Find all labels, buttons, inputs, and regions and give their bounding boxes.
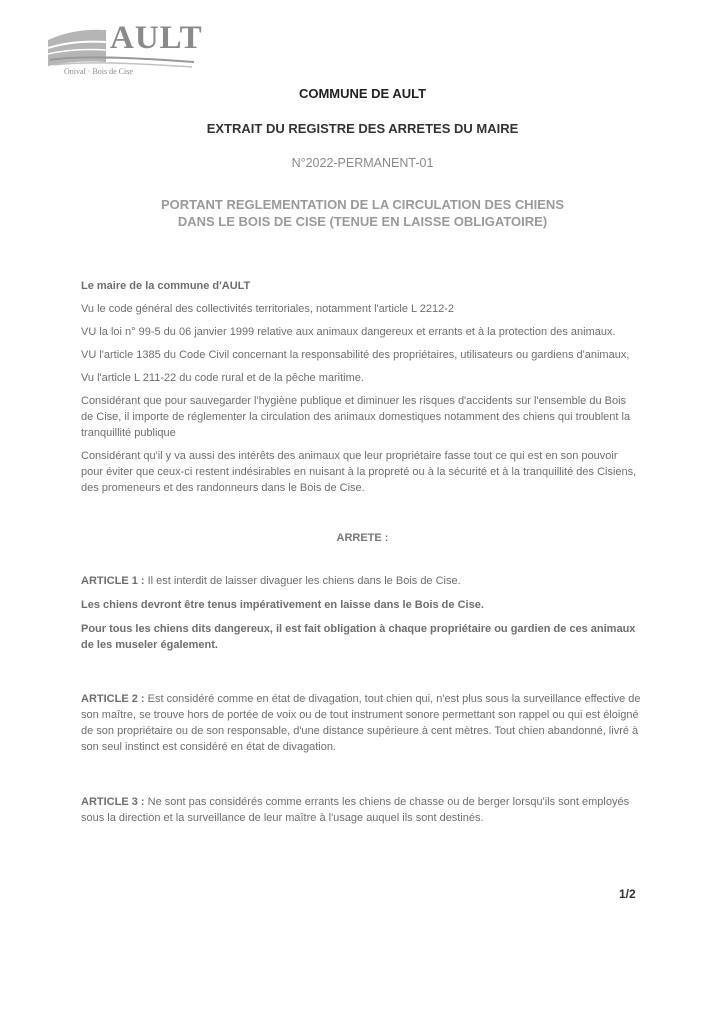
article-1 (81, 573, 641, 653)
ault-logo (44, 18, 204, 80)
article-2-body: Est considéré comme en état de divagation, tout chien qui, n'est plus sous la surveillance effective de son maître, se trouve hors de portée de voix ou de tout instrument sonore permettant son rappel ou qui est éloigné de son propriétaire ou de son responsable, d'une distance supérieure à cent mètres. Tout chien abandonné, livré à son seul instinct est considéré en état de divagation. (81, 693, 641, 753)
article-2-text (81, 691, 641, 755)
article-3-body: Ne sont pas considérés comme errants les chiens de chasse ou de berger lorsqu'ils sont employés sous la direction et la surveillance de leur maître à l'usage auquel ils sont destinés. (81, 796, 630, 824)
arrete-number: N°2022-PERMANENT-01 (291, 156, 434, 170)
commune-title: COMMUNE DE AULT (298, 86, 427, 101)
article-1-leash-rule: Les chiens devront être tenus impérativement en laisse dans le Bois de Cise. (81, 599, 484, 611)
considerant-paragraph: Considérant qu'il y va aussi des intérêts des animaux que leur propriétaire fasse tout ce qui est en son pouvoir pour éviter que ceux-ci restent indésirables en nuisant à la propreté ou à la sécurité et à la tranquillité des Cisiens, des promeneurs et des randonneurs dans le Bois de Cise. (81, 450, 637, 494)
vu-line: Vu l'article L 211-22 du code rural et de la pêche maritime. (81, 372, 364, 384)
logo-tagline: Onival · Bois de Cise (64, 67, 133, 76)
vu-line: VU l'article 1385 du Code Civil concernant la responsabilité des propriétaires, utilisateurs ou gardiens d'animaux, (81, 349, 630, 361)
article-2-label: ARTICLE 2 : (81, 693, 145, 705)
maire-line: Le maire de la commune d'AULT (81, 280, 251, 292)
arrete-heading: ARRETE : (336, 532, 389, 544)
extrait-title: EXTRAIT DU REGISTRE DES ARRETES DU MAIRE (206, 121, 519, 136)
article-1-body: Il est interdit de laisser divaguer les chiens dans le Bois de Cise. (144, 575, 461, 587)
subject-line-2: DANS LE BOIS DE CISE (TENUE EN LAISSE OBLIGATOIRE) (177, 214, 548, 229)
arrete-subject (0, 196, 725, 230)
article-2 (81, 691, 641, 755)
considerant-paragraph: Considérant que pour sauvegarder l'hygiène publique et diminuer les risques d'accidents sur l'ensemble du Bois de Cise, il importe de réglementer la circulation des animaux domestiques notamment des chiens qui troublent la tranquillité publique (81, 395, 631, 439)
article-3-text (81, 794, 641, 826)
subject-line-1: PORTANT REGLEMENTATION DE LA CIRCULATION DES CHIENS (161, 197, 564, 212)
preamble (81, 278, 641, 496)
vu-line: VU la loi n° 99-5 du 06 janvier 1999 relative aux animaux dangereux et errants et à la protection des animaux. (81, 326, 616, 338)
article-3 (81, 794, 641, 826)
vu-line: Vu le code général des collectivités territoriales, notamment l'article L 2212-2 (81, 303, 455, 315)
article-1-label: ARTICLE 1 : (81, 575, 145, 587)
article-1-text (81, 573, 641, 589)
logo-name: AULT (110, 20, 203, 56)
article-3-label: ARTICLE 3 : (81, 796, 145, 808)
page-number: 1/2 (619, 887, 636, 901)
article-1-muzzle-rule: Pour tous les chiens dits dangereux, il est fait obligation à chaque propriétaire ou gardien de ces animaux de les museler également. (81, 623, 636, 651)
